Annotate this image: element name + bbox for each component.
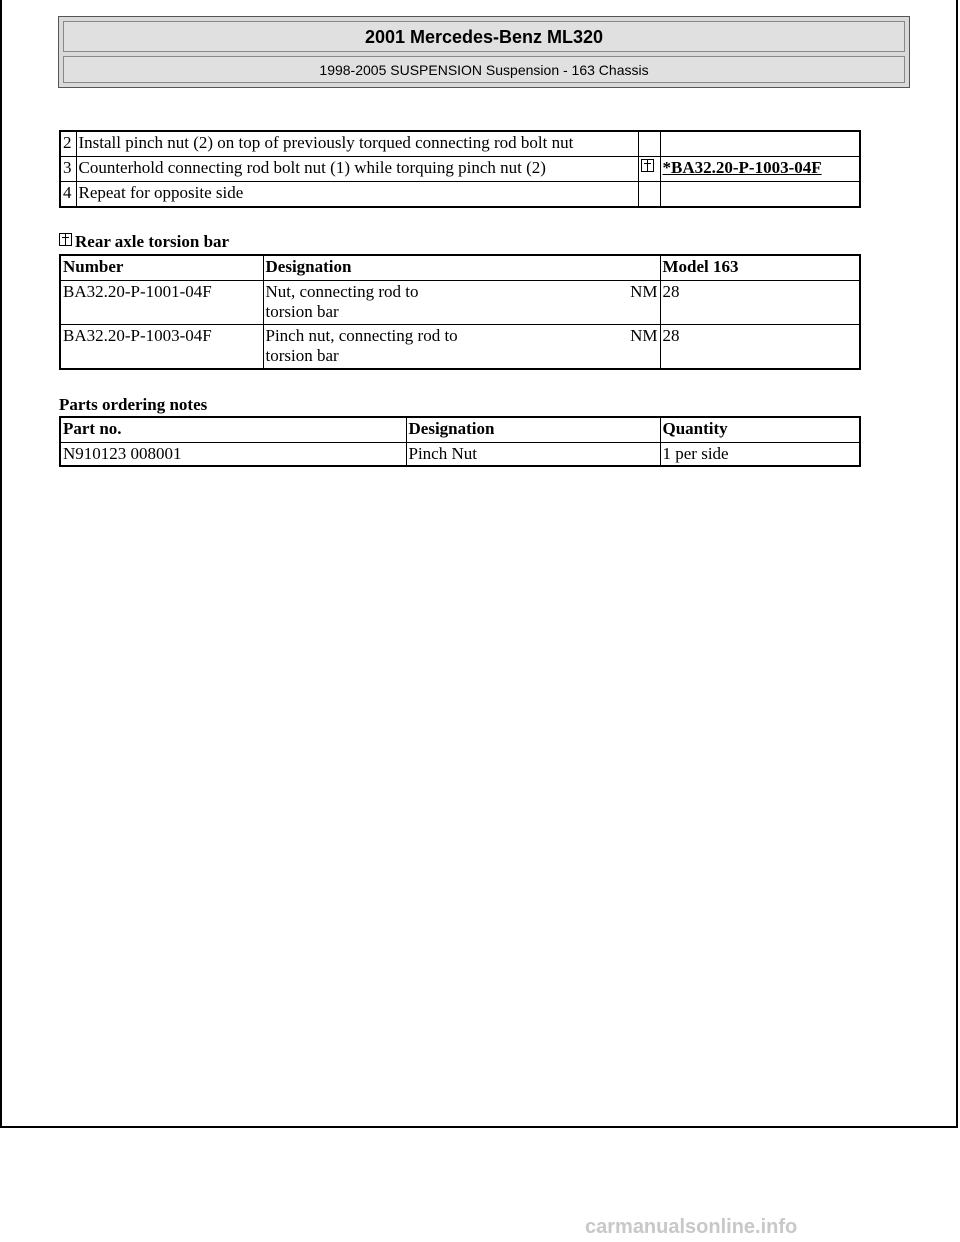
procedure-steps-table bbox=[59, 130, 861, 208]
spec-unit: NM bbox=[630, 326, 658, 345]
part-quantity: 1 per side bbox=[660, 443, 860, 467]
part-number: N910123 008001 bbox=[60, 443, 406, 467]
spec-designation-text: Pinch nut, connecting rod to torsion bar bbox=[265, 326, 458, 365]
step-number: 4 bbox=[60, 182, 76, 208]
step-text: Counterhold connecting rod bolt nut (1) while torquing pinch nut (2) bbox=[76, 157, 638, 182]
table-row bbox=[60, 325, 860, 369]
spec-designation bbox=[263, 325, 660, 369]
torsion-heading bbox=[59, 232, 229, 252]
step-number: 3 bbox=[60, 157, 76, 182]
table-row bbox=[60, 281, 860, 325]
step-text: Repeat for opposite side bbox=[76, 182, 638, 208]
document-title: 2001 Mercedes-Benz ML320 bbox=[63, 21, 905, 52]
part-designation: Pinch Nut bbox=[406, 443, 660, 467]
column-header: Designation bbox=[263, 255, 660, 281]
spec-number: BA32.20-P-1001-04F bbox=[60, 281, 263, 325]
column-header: Quantity bbox=[660, 417, 860, 443]
watermark: carmanualsonline.info bbox=[585, 1216, 798, 1238]
step-text: Install pinch nut (2) on top of previously torqued connecting rod bolt nut bbox=[76, 131, 638, 157]
spec-designation-text: Nut, connecting rod to torsion bar bbox=[265, 282, 419, 321]
table-header-row bbox=[60, 417, 860, 443]
step-icon-cell bbox=[638, 131, 660, 157]
parts-table bbox=[59, 416, 861, 467]
step-icon-cell bbox=[638, 157, 660, 182]
document-subtitle: 1998-2005 SUSPENSION Suspension - 163 Chassis bbox=[63, 56, 905, 83]
step-icon-cell bbox=[638, 182, 660, 208]
torsion-bar-table bbox=[59, 254, 861, 370]
table-row bbox=[60, 443, 860, 467]
spec-unit: NM bbox=[630, 282, 658, 301]
column-header: Designation bbox=[406, 417, 660, 443]
column-header: Number bbox=[60, 255, 263, 281]
column-header: Model 163 bbox=[660, 255, 860, 281]
parts-heading: Parts ordering notes bbox=[59, 395, 208, 414]
column-header: Part no. bbox=[60, 417, 406, 443]
table-row bbox=[60, 182, 860, 208]
step-ref-link[interactable] bbox=[660, 157, 860, 182]
spec-icon[interactable] bbox=[641, 159, 654, 172]
spec-value: 28 bbox=[660, 281, 860, 325]
step-ref bbox=[660, 131, 860, 157]
torsion-heading-text: Rear axle torsion bar bbox=[75, 232, 230, 251]
spec-icon[interactable] bbox=[59, 233, 72, 246]
step-number: 2 bbox=[60, 131, 76, 157]
document-header bbox=[58, 16, 910, 88]
step-ref bbox=[660, 182, 860, 208]
spec-designation bbox=[263, 281, 660, 325]
torque-spec-link[interactable]: *BA32.20-P-1003-04F bbox=[662, 158, 822, 177]
table-row bbox=[60, 131, 860, 157]
table-row bbox=[60, 157, 860, 182]
spec-number: BA32.20-P-1003-04F bbox=[60, 325, 263, 369]
spec-value: 28 bbox=[660, 325, 860, 369]
table-header-row bbox=[60, 255, 860, 281]
